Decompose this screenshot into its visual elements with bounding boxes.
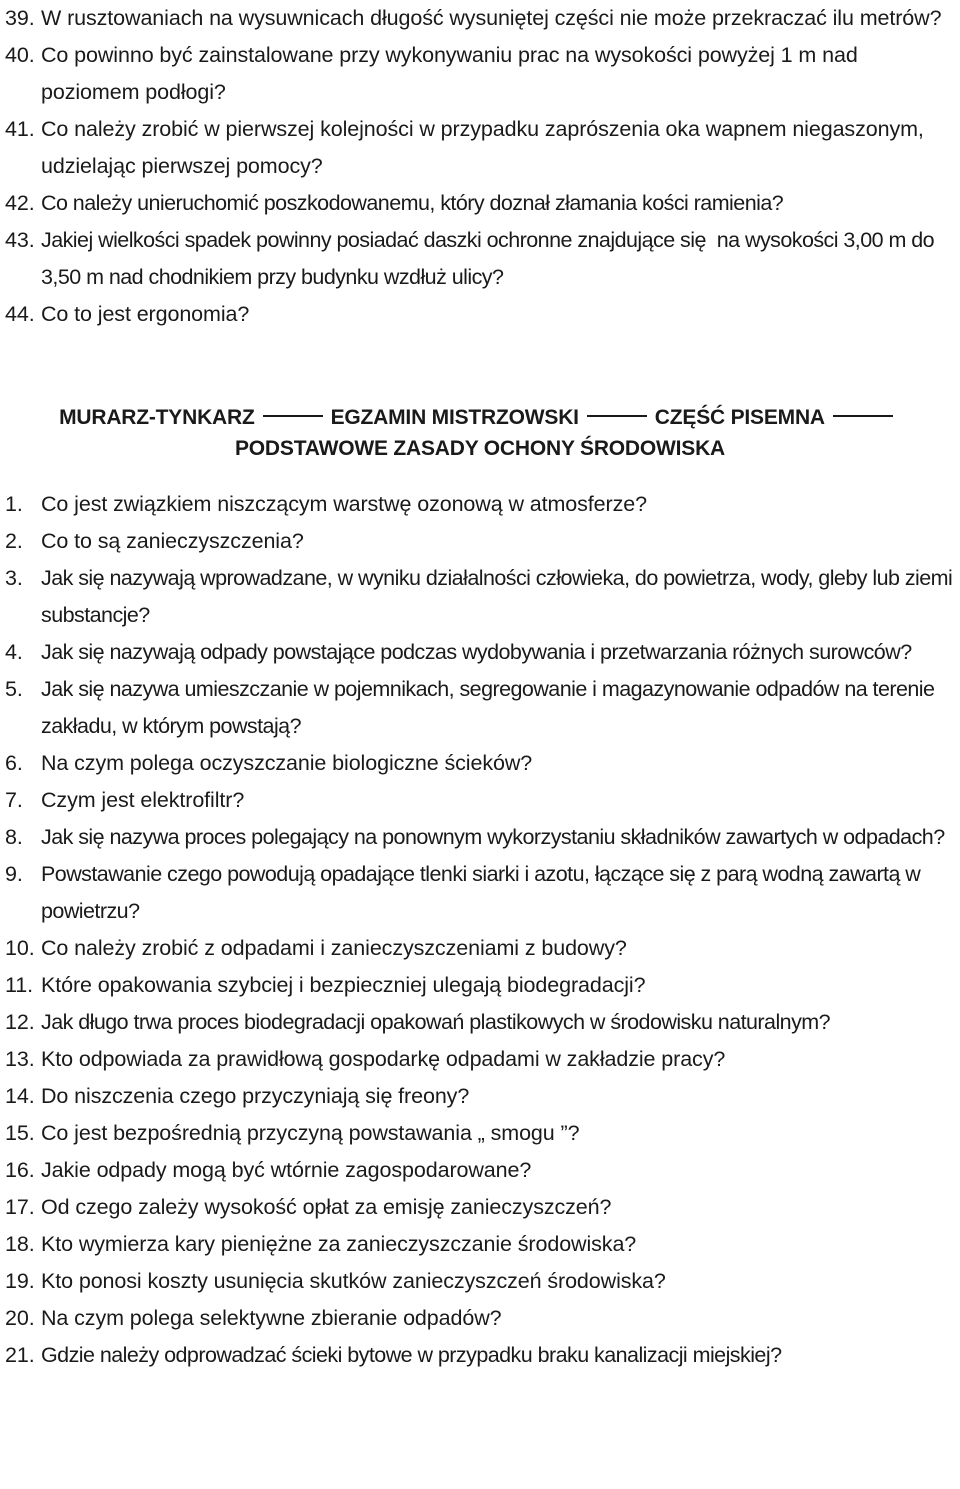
- question-text: Na czym polega selektywne zbieranie odpadów?: [41, 1306, 502, 1330]
- list-item: [5, 745, 955, 782]
- question-text: Na czym polega oczyszczanie biologiczne ścieków?: [41, 751, 533, 775]
- list-item: [5, 856, 955, 930]
- list-item: [5, 111, 955, 185]
- list-item: [5, 1263, 955, 1300]
- question-number: 41.: [5, 117, 35, 141]
- question-text: Do niszczenia czego przyczyniają się freony?: [41, 1084, 470, 1108]
- list-item: [5, 930, 955, 967]
- question-text: Czym jest elektrofiltr?: [41, 788, 245, 812]
- question-number: 18.: [5, 1232, 35, 1256]
- question-text: Jak się nazywa umieszczanie w pojemnikach, segregowanie i magazynowanie odpadów na terenie zakładu, w którym powstają?: [41, 677, 940, 738]
- question-text: Co należy zrobić z odpadami i zanieczyszczeniami z budowy?: [41, 936, 627, 960]
- list-item: [5, 819, 955, 856]
- heading-exam: EGZAMIN MISTRZOWSKI: [330, 406, 579, 429]
- question-number: 8.: [5, 825, 23, 849]
- question-text: Kto odpowiada za prawidłową gospodarkę odpadami w zakładzie pracy?: [41, 1047, 726, 1071]
- question-text: Jak długo trwa proces biodegradacji opakowań plastikowych w środowisku naturalnym?: [41, 1010, 831, 1034]
- list-item: [5, 1152, 955, 1189]
- question-number: 40.: [5, 43, 35, 67]
- list-item: [5, 1337, 955, 1374]
- question-number: 12.: [5, 1010, 35, 1034]
- heading-part: CZĘŚĆ PISEMNA: [654, 406, 825, 429]
- question-text: Powstawanie czego powodują opadające tlenki siarki i azotu, łączące się z parą wodną zawartą w powietrzu?: [41, 862, 926, 923]
- question-number: 11.: [5, 973, 33, 997]
- question-number: 19.: [5, 1269, 35, 1293]
- question-number: 4.: [5, 640, 23, 664]
- question-number: 1.: [5, 492, 23, 516]
- question-text: Kto wymierza kary pieniężne za zanieczyszczanie środowiska?: [41, 1232, 637, 1256]
- list-item: [5, 634, 955, 671]
- question-text: Co jest związkiem niszczącym warstwę ozonową w atmosferze?: [41, 492, 647, 516]
- question-number: 16.: [5, 1158, 35, 1182]
- question-number: 44.: [5, 302, 35, 326]
- list-item: [5, 37, 955, 111]
- section-heading: [0, 402, 960, 464]
- question-text: Jakiej wielkości spadek powinny posiadać daszki ochronne znajdujące się na wysokości 3,00 m do 3,50 m nad chodnikiem przy budynku wzdłuż ulicy?: [41, 228, 940, 289]
- heading-trade: MURARZ-TYNKARZ: [59, 406, 255, 429]
- heading-dash: [587, 415, 647, 417]
- question-text: Co powinno być zainstalowane przy wykonywaniu prac na wysokości powyżej 1 m nad poziomem podłogi?: [41, 43, 864, 104]
- question-number: 42.: [5, 191, 35, 215]
- heading-line-2: PODSTAWOWE ZASADY OCHONY ŚRODOWISKA: [234, 437, 726, 460]
- list-item: [5, 523, 955, 560]
- list-item: [5, 1115, 955, 1152]
- question-list-top: [5, 0, 955, 333]
- list-item: [5, 967, 955, 1004]
- list-item: [5, 0, 955, 37]
- question-text: Jak się nazywają wprowadzane, w wyniku działalności człowieka, do powietrza, wody, gleby lub ziemi substancje?: [41, 566, 958, 627]
- question-text: Co to są zanieczyszczenia?: [41, 529, 304, 553]
- list-item: [5, 185, 955, 222]
- list-item: [5, 560, 958, 634]
- question-number: 20.: [5, 1306, 35, 1330]
- list-item: [5, 1041, 955, 1078]
- list-item: [5, 1226, 955, 1263]
- question-text: Jak się nazywają odpady powstające podczas wydobywania i przetwarzania różnych surowców?: [41, 640, 912, 664]
- question-text: Jak się nazywa proces polegający na ponownym wykorzystaniu składników zawartych w odpadach?: [41, 825, 945, 849]
- question-text: Kto ponosi koszty usunięcia skutków zanieczyszczeń środowiska?: [41, 1269, 666, 1293]
- question-text: W rusztowaniach na wysuwnicach długość wysuniętej części nie może przekraczać ilu metrów?: [41, 6, 942, 30]
- question-number: 3.: [5, 566, 23, 590]
- question-text: Od czego zależy wysokość opłat za emisję zanieczyszczeń?: [41, 1195, 612, 1219]
- question-number: 43.: [5, 228, 35, 252]
- question-text: Które opakowania szybciej i bezpieczniej ulegają biodegradacji?: [41, 973, 646, 997]
- heading-dash: [263, 415, 323, 417]
- question-text: Gdzie należy odprowadzać ścieki bytowe w przypadku braku kanalizacji miejskiej?: [41, 1343, 782, 1367]
- list-item: [5, 671, 955, 745]
- list-item: [5, 1300, 955, 1337]
- list-item: [5, 222, 955, 296]
- question-number: 10.: [5, 936, 35, 960]
- question-number: 7.: [5, 788, 23, 812]
- question-number: 9.: [5, 862, 23, 886]
- question-number: 13.: [5, 1047, 35, 1071]
- question-number: 17.: [5, 1195, 35, 1219]
- question-text: Jakie odpady mogą być wtórnie zagospodarowane?: [41, 1158, 532, 1182]
- list-item: [5, 1189, 955, 1226]
- list-item: [5, 782, 955, 819]
- heading-dash: [833, 415, 893, 417]
- heading-line-1: [0, 402, 960, 433]
- question-number: 5.: [5, 677, 23, 701]
- question-number: 14.: [5, 1084, 35, 1108]
- question-list-bottom: [5, 486, 958, 1374]
- question-number: 6.: [5, 751, 23, 775]
- list-item: [5, 296, 955, 333]
- question-number: 39.: [5, 6, 35, 30]
- question-text: Co to jest ergonomia?: [41, 302, 250, 326]
- list-item: [5, 486, 955, 523]
- question-number: 21.: [5, 1343, 35, 1367]
- question-text: Co jest bezpośrednią przyczyną powstawania „ smogu ”?: [41, 1121, 580, 1145]
- list-item: [5, 1004, 955, 1041]
- question-text: Co należy zrobić w pierwszej kolejności w przypadku zaprószenia oka wapnem niegaszonym, udzielając pierwszej pomocy?: [41, 117, 930, 178]
- list-item: [5, 1078, 955, 1115]
- question-text: Co należy unieruchomić poszkodowanemu, który doznał złamania kości ramienia?: [41, 191, 784, 215]
- question-number: 15.: [5, 1121, 35, 1145]
- question-number: 2.: [5, 529, 23, 553]
